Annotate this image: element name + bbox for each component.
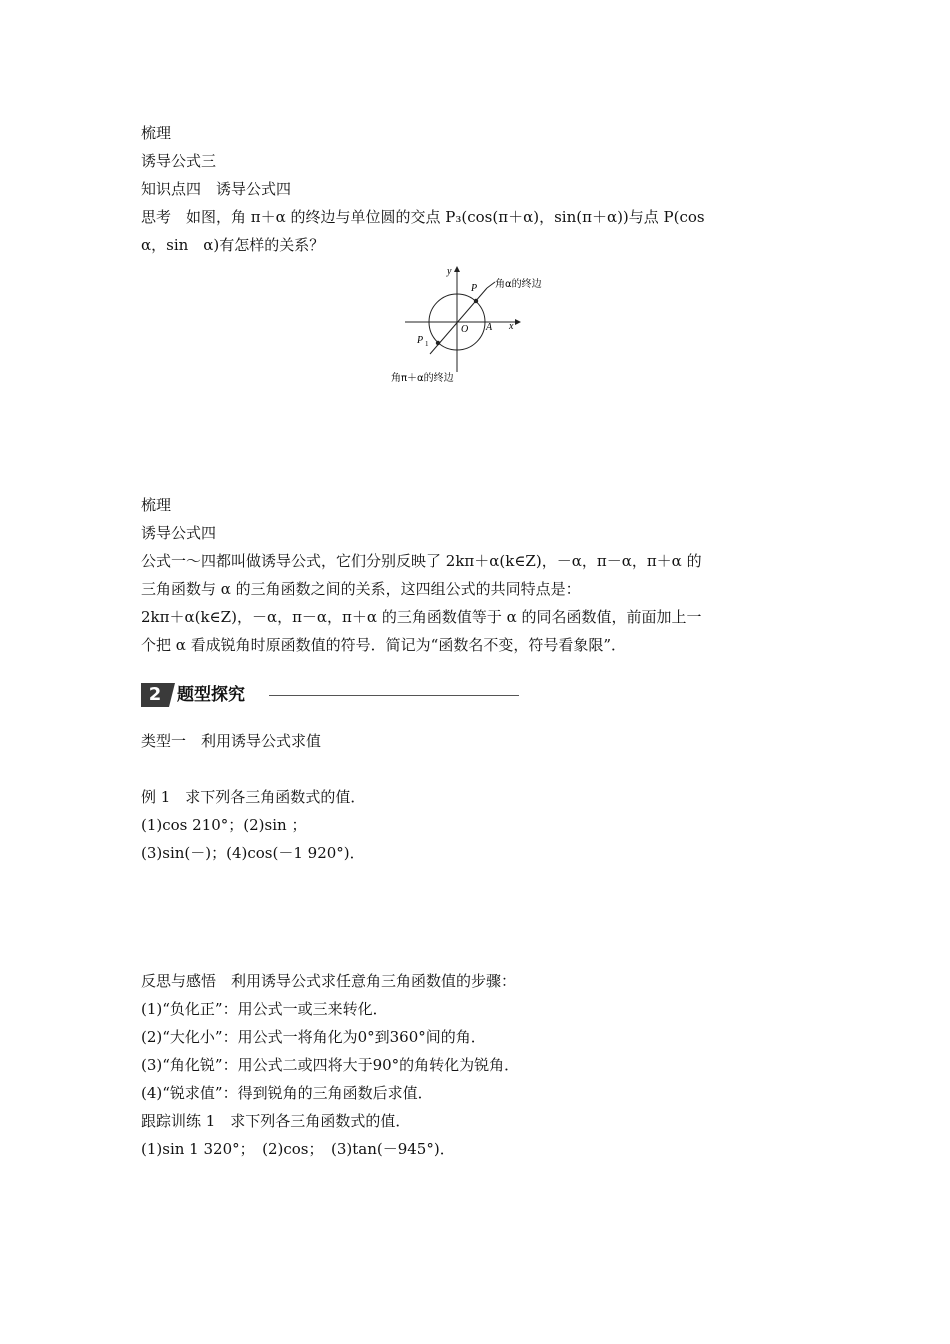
pi-alpha-terminal-label: 角π＋α的终边 [391,373,454,384]
heading-shuli: 梳理 [141,124,172,142]
practice-1-parts: (1)sin 1 320°； (2)cos； (3)tan(－945°)． [141,1140,455,1158]
x-label: x [509,321,514,332]
think-question-line1: 思考 如图，角 π＋α 的终边与单位圆的交点 P₃(cos(π＋α)，sin(π＋α))与点 P(cos [141,208,705,226]
example-1-parts-3-4: (3)sin(－)；(4)cos(－1 920°)． [141,844,365,862]
reflection-heading: 反思与感悟 利用诱导公式求任意角三角函数值的步骤： [141,972,517,990]
section-divider [269,695,519,696]
p-label: P [471,283,478,294]
summary-line4: 个把 α 看成锐角时原函数值的符号．简记为“函数名不变，符号看象限”． [141,636,627,654]
a-label: A [486,322,493,333]
heading-formula-four: 诱导公式四 [141,524,217,542]
type-one-heading: 类型一 利用诱导公式求值 [141,732,322,750]
section-header [141,683,521,707]
reflection-step-1: (1)“负化正”：用公式一或三来转化． [141,1000,388,1018]
p1-subscript: 1 [425,340,429,348]
example-1-parts-1-2: (1)cos 210°；(2)sin ； [141,816,307,834]
point-p1 [436,341,440,345]
summary-line1: 公式一～四都叫做诱导公式，它们分别反映了 2kπ＋α(k∈Z)，－α，π－α，π＋α 的 [141,552,702,570]
reflection-step-3: (3)“角化锐”：用公式二或四将大于90°的角转化为锐角． [141,1056,520,1074]
knowledge-point-four: 知识点四 诱导公式四 [141,180,292,198]
section-number: 2 [141,683,169,707]
p1-label: P [417,335,424,346]
heading-shuli-2: 梳理 [141,496,172,514]
y-axis-arrow [454,266,460,272]
think-question-line2: α，sin α)有怎样的关系？ [141,236,325,254]
heading-formula-three: 诱导公式三 [141,152,217,170]
summary-line3: 2kπ＋α(k∈Z)，－α，π－α，π＋α 的三角函数值等于 α 的同名函数值，前面加上一 [141,608,702,626]
alpha-leader [487,282,495,288]
unit-circle-figure [385,262,565,392]
point-p [474,299,478,303]
summary-line2: 三角函数与 α 的三角函数之间的关系，这四组公式的共同特点是： [141,580,581,598]
origin-label: O [461,324,469,335]
section-title: 题型探究 [177,685,245,705]
y-label: y [447,266,452,277]
reflection-step-4: (4)“锐求值”：得到锐角的三角函数后求值． [141,1084,433,1102]
alpha-terminal-label: 角α的终边 [495,279,542,290]
reflection-step-2: (2)“大化小”：用公式一将角化为0°到360°间的角． [141,1028,486,1046]
example-1-title: 例 1 求下列各三角函数式的值． [141,788,366,806]
x-axis-arrow [515,319,521,325]
practice-1-title: 跟踪训练 1 求下列各三角函数式的值． [141,1112,411,1130]
